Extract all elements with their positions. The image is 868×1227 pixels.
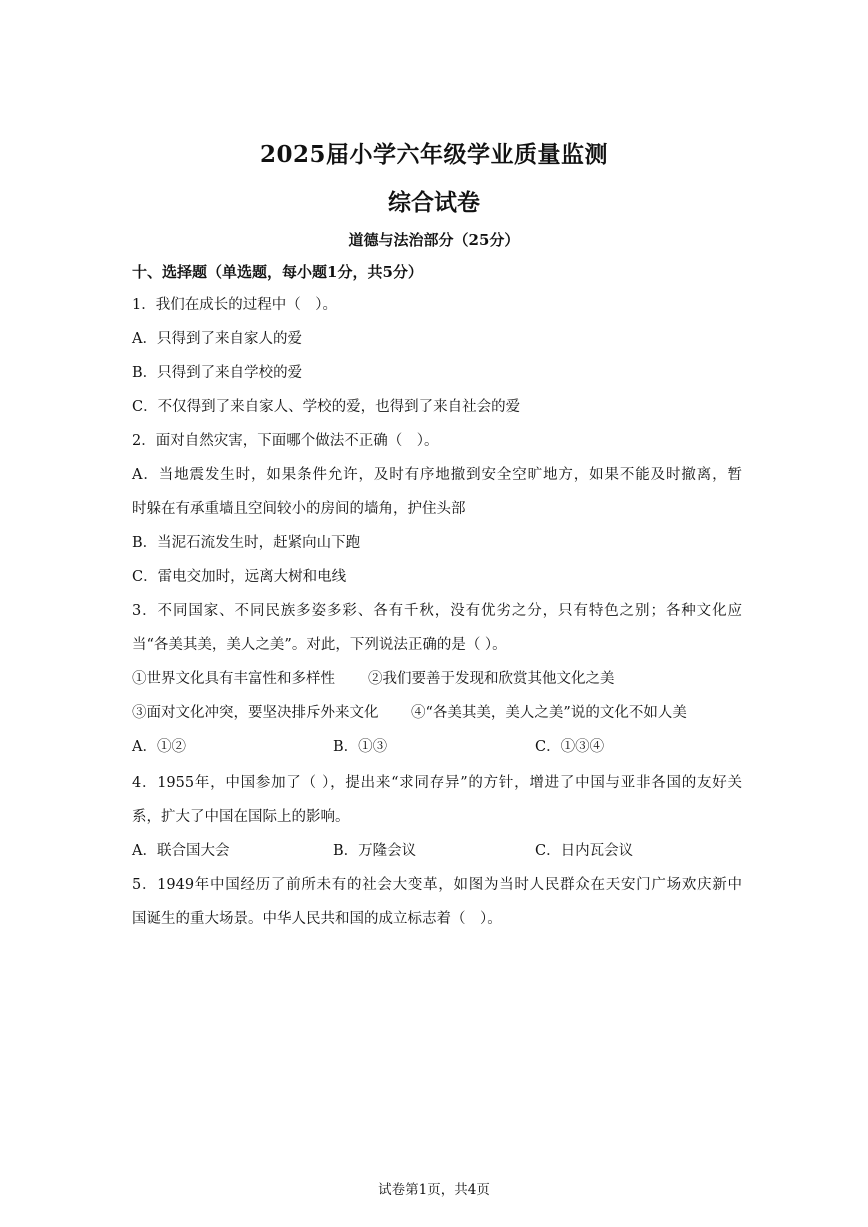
q4-stem-line1: 4．1955年，中国参加了（ ），提出来“求同存异”的方针，增进了中国与亚非各国的友好关 xyxy=(132,775,742,791)
part-title: 道德与法治部分（25分） xyxy=(348,231,520,249)
q2-option-a-line1: A．当地震发生时，如果条件允许，及时有序地撤到安全空旷地方，如果不能及时撤离，暂 xyxy=(132,467,742,483)
page-footer: 试卷第1页，共4页 xyxy=(378,1182,490,1198)
q4-stem-line2: 系，扩大了中国在国际上的影响。 xyxy=(132,809,350,825)
q3-statement-1: ①世界文化具有丰富性和多样性 xyxy=(132,671,335,687)
q3-stem-line1: 3．不同国家、不同民族多姿多彩、各有千秋，没有优劣之分，只有特色之别；各种文化应 xyxy=(132,603,742,619)
q4-option-c: C．日内瓦会议 xyxy=(535,843,634,859)
q3-statement-3: ③面对文化冲突，要坚决排斥外来文化 xyxy=(132,705,379,721)
q1-option-b: B．只得到了来自学校的爱 xyxy=(132,365,303,381)
q3-option-b: B．①③ xyxy=(333,739,388,755)
q2-option-b: B．当泥石流发生时，赶紧向山下跑 xyxy=(132,535,361,551)
q3-statement-2: ②我们要善于发现和欣赏其他文化之美 xyxy=(368,671,615,687)
q1-option-a: A．只得到了来自家人的爱 xyxy=(132,331,302,347)
q3-option-c: C．①③④ xyxy=(535,739,605,755)
exam-title: 2025届小学六年级学业质量监测 xyxy=(259,141,608,168)
section-heading: 十、选择题（单选题，每小题1分，共5分） xyxy=(132,263,423,281)
q1-stem: 1．我们在成长的过程中（ ）。 xyxy=(132,297,337,313)
q5-stem-line2: 国诞生的重大场景。中华人民共和国的成立标志着（ ）。 xyxy=(132,911,502,927)
q5-stem-line1: 5．1949年中国经历了前所未有的社会大变革，如图为当时人民群众在天安门广场欢庆新中 xyxy=(132,877,742,893)
q2-stem: 2．面对自然灾害，下面哪个做法不正确（ ）。 xyxy=(132,433,439,449)
q3-stem-line2: 当“各美其美，美人之美”。对此，下列说法正确的是（ ）。 xyxy=(132,637,507,653)
q2-option-a-line2: 时躲在有承重墙且空间较小的房间的墙角，护住头部 xyxy=(132,501,466,517)
q4-option-a: A．联合国大会 xyxy=(132,843,230,859)
q2-option-c: C．雷电交加时，远离大树和电线 xyxy=(132,569,347,585)
q1-option-c: C．不仅得到了来自家人、学校的爱，也得到了来自社会的爱 xyxy=(132,399,521,415)
q4-option-b: B．万隆会议 xyxy=(333,843,417,859)
exam-subtitle: 综合试卷 xyxy=(388,189,480,216)
q3-option-a: A．①② xyxy=(132,739,186,755)
q3-statement-4: ④“各美其美，美人之美”说的文化不如人美 xyxy=(411,705,687,721)
